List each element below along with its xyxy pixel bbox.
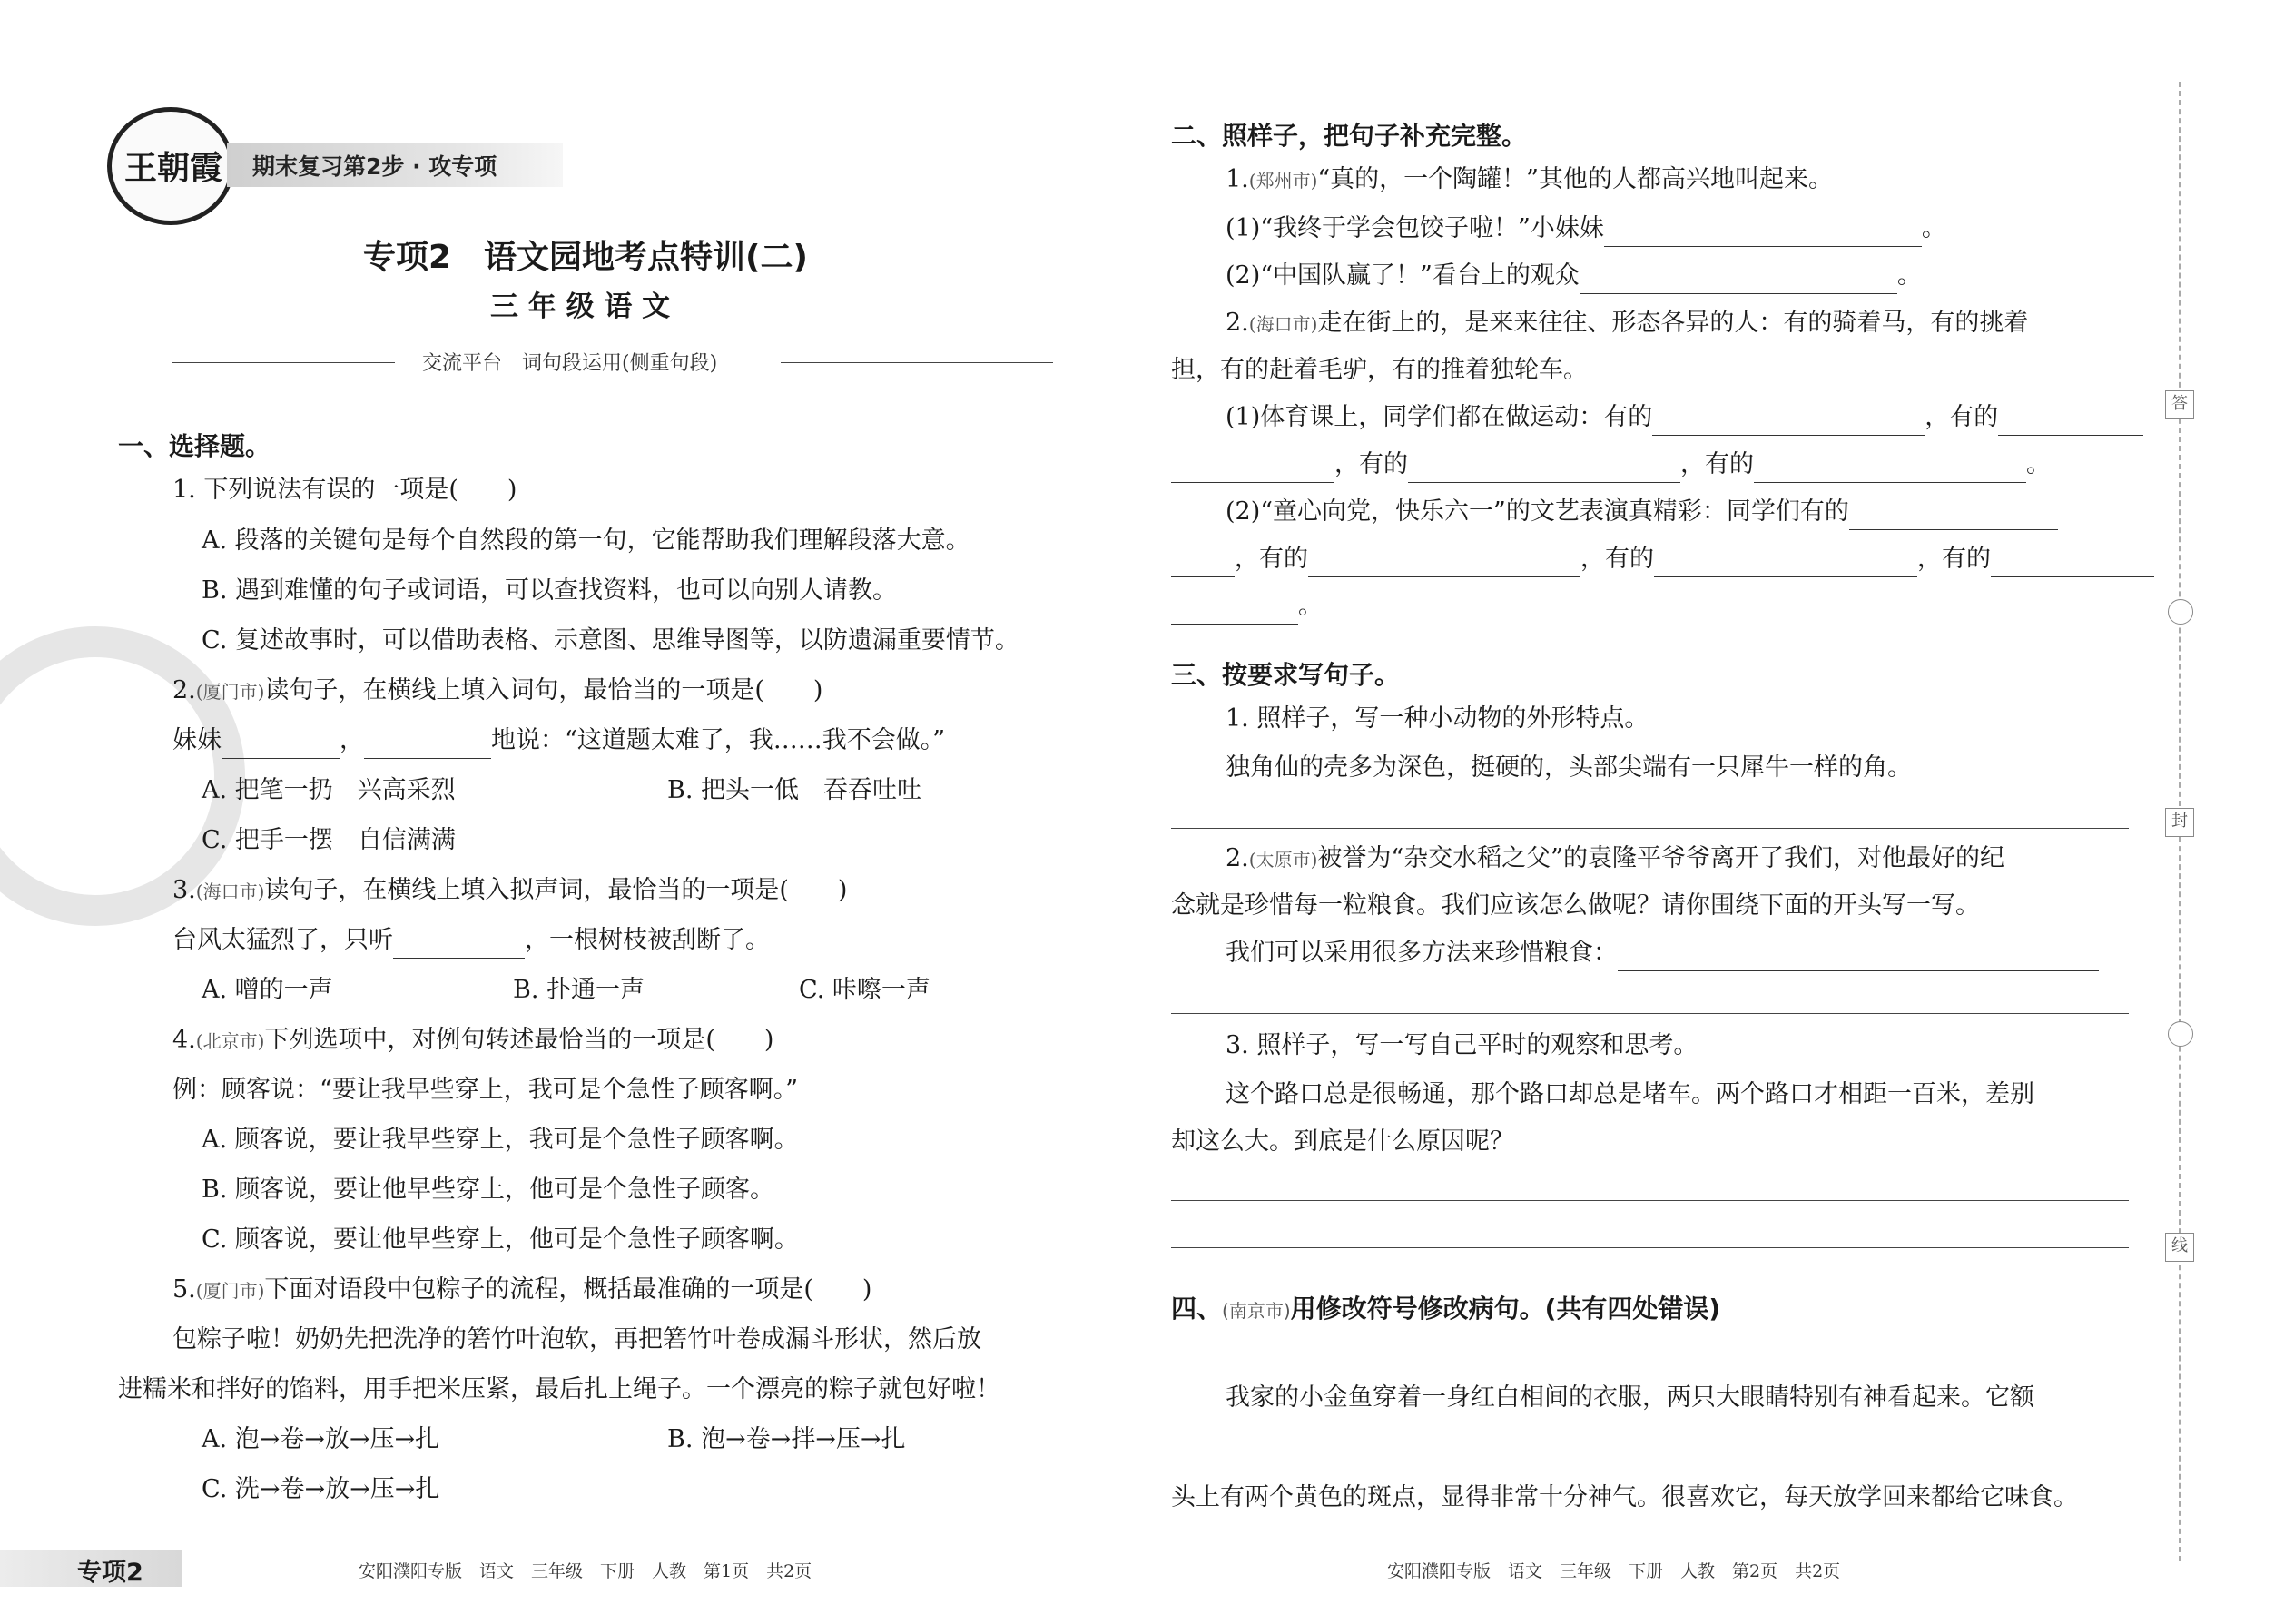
binding-hole-2 (2168, 1021, 2193, 1047)
r2-item-1-line1 (1226, 399, 2143, 436)
q1-option-a: A. 段落的关键句是每个自然段的第一句，它能帮助我们理解段落大意。 (202, 527, 970, 555)
q3-source: (海口市) (195, 881, 265, 902)
r4-passage-line2: 头上有两个黄色的斑点，显得非常十分神气。很喜欢它，每天放学回来都给它味食。 (1171, 1483, 2078, 1511)
q5-passage-line1: 包粽子啦！奶奶先把洗净的箬竹叶泡软，再把箬竹叶卷成漏斗形状，然后放 (172, 1325, 981, 1353)
r2-item-2-blank-2[interactable] (1171, 551, 1235, 577)
r3-2-text: 被誉为“杂交水稻之父”的袁隆平爷爷离开了我们，对他最好的纪 (1317, 844, 2004, 872)
r2-item-1-youde-2: ，有的 (1334, 450, 1408, 478)
r2-example-line2: 担，有的赶着毛驴，有的推着独轮车。 (1171, 356, 1588, 384)
r2-item-2-line1 (1226, 494, 2058, 530)
section-4-number: 四、 (1171, 1294, 1223, 1324)
q4-option-c: C. 顾客说，要让他早些穿上，他可是个急性子顾客啊。 (202, 1225, 799, 1254)
q5-option-b: B. 泡→卷→拌→压→扎 (667, 1425, 906, 1453)
r3-3-example-line1: 这个路口总是很畅通，那个路口却总是堵车。两个路口才相距一百米，差别 (1226, 1080, 2034, 1108)
r1-example (1226, 162, 1833, 199)
q5-passage-line2: 进糯米和拌好的馅料，用手把米压紧，最后扎上绳子。一个漂亮的粽子就包好啦！ (118, 1375, 1000, 1403)
r1-item-2-blank[interactable] (1580, 268, 1897, 294)
r3-2-answer-line[interactable] (1171, 1013, 2129, 1014)
q3-option-b: B. 扑通一声 (513, 976, 645, 1004)
q3-sentence (172, 922, 770, 959)
brand-logo (107, 107, 234, 225)
q4-option-b: B. 顾客说，要让他早些穿上，他可是个急性子顾客。 (202, 1176, 775, 1204)
r2-item-1-blank-1[interactable] (1652, 409, 1925, 436)
r4-passage-line1: 我家的小金鱼穿着一身红白相间的衣服，两只大眼睛特别有神看起来。它额 (1226, 1383, 2034, 1412)
q1-option-c: C. 复述故事时，可以借助表格、示意图、思维导图等，以防遗漏重要情节。 (202, 626, 1019, 655)
divider-left (172, 362, 395, 363)
r3-1-example: 独角仙的壳多为深色，挺硬的，头部尖端有一只犀牛一样的角。 (1226, 753, 1912, 782)
footer-left: 安阳濮阳专版 语文 三年级 下册 人教 第1页 共2页 (359, 1561, 812, 1581)
section-2-heading: 二、照样子，把句子补充完整。 (1171, 121, 1528, 151)
q2-source: (厦门市) (195, 681, 265, 703)
q5-stem (172, 1272, 871, 1309)
q2-stem (172, 673, 822, 710)
q5-option-c: C. 洗→卷→放→压→扎 (202, 1475, 440, 1503)
q2-option-b: B. 把头一低 吞吞吐吐 (667, 776, 922, 804)
q3-option-c: C. 咔嚓一声 (799, 976, 930, 1004)
r2-source: (海口市) (1248, 313, 1318, 335)
q5-text: 下面对语段中包粽子的流程，概括最准确的一项是( ) (264, 1275, 872, 1304)
r3-1-answer-line[interactable] (1171, 828, 2129, 829)
q3-text: 读句子，在横线上填入拟声词，最恰当的一项是( ) (264, 876, 848, 904)
r3-2-blank[interactable] (1618, 945, 2099, 971)
r3-3-answer-line-2[interactable] (1171, 1247, 2129, 1248)
r2-item-1-line2 (1171, 447, 2051, 483)
r2-text: 走在街上的，是来来往往、形态各异的人：有的骑着马，有的挑着 (1317, 309, 2029, 337)
r2-number: 2. (1226, 309, 1249, 337)
binding-hole-1 (2168, 599, 2193, 625)
r3-3-example-line2: 却这么大。到底是什么原因呢？ (1171, 1127, 1514, 1156)
r2-item-2-youde-3: ，有的 (1917, 545, 1991, 573)
r1-item-2-period: 。 (1896, 261, 1922, 290)
r2-item-1-text: (1)体育课上，同学们都在做运动：有的 (1226, 403, 1653, 431)
r1-text: “真的，一个陶罐！”其他的人都高兴地叫起来。 (1317, 165, 1833, 193)
q3-option-a: A. 噌的一声 (202, 976, 333, 1004)
r2-item-2-line3 (1171, 588, 1323, 625)
q2-sentence-part1: 妹妹 (172, 726, 222, 754)
q2-number: 2. (172, 676, 196, 704)
r2-item-2-blank-4[interactable] (1654, 551, 1917, 577)
r2-example-line1 (1226, 305, 2028, 342)
r2-item-1-period: 。 (2026, 450, 2051, 478)
q1-stem: 1. 下列说法有误的一项是( ) (172, 476, 517, 504)
r2-item-1-blank-4[interactable] (1408, 457, 1680, 483)
q4-text: 下列选项中，对例句转述最恰当的一项是( ) (264, 1026, 774, 1054)
r1-source: (郑州市) (1248, 170, 1318, 192)
r3-1-prompt: 1. 照样子，写一种小动物的外形特点。 (1226, 704, 1649, 733)
q5-source: (厦门市) (195, 1280, 265, 1302)
r2-item-2-blank-6[interactable] (1171, 598, 1298, 625)
section-4-text: 用修改符号修改病句。(共有四处错误) (1290, 1294, 1721, 1324)
q2-sentence-part2: ， (340, 726, 364, 754)
topic-text: 交流平台 词句段运用(侧重句段) (422, 352, 718, 375)
r2-item-2-line2 (1171, 541, 2154, 577)
r2-item-1-blank-3[interactable] (1171, 457, 1334, 483)
r3-3-answer-line-1[interactable] (1171, 1200, 2129, 1201)
page-title: 专项2 语文园地考点特训(二) (363, 239, 808, 276)
footer-tag: 专项2 (77, 1559, 143, 1587)
section-3-heading: 三、按要求写句子。 (1171, 660, 1401, 690)
q5-number: 5. (172, 1275, 196, 1304)
q2-blank-1[interactable] (222, 733, 340, 759)
r2-item-1-blank-5[interactable] (1754, 457, 2026, 483)
q4-number: 4. (172, 1026, 196, 1054)
footer-right: 安阳濮阳专版 语文 三年级 下册 人教 第2页 共2页 (1387, 1561, 1841, 1581)
r3-2-line2: 念就是珍惜每一粒粮食。我们应该怎么做呢？请你围绕下面的开头写一写。 (1171, 891, 1980, 920)
binding-tag-1: 答 (2165, 390, 2194, 419)
q4-stem (172, 1022, 773, 1059)
q5-option-a: A. 泡→卷→放→压→扎 (202, 1425, 440, 1453)
q3-sentence-part1: 台风太猛烈了，只听 (172, 926, 393, 954)
r3-2-number: 2. (1226, 844, 1249, 872)
r1-item-1-text: (1)“我终于学会包饺子啦！”小妹妹 (1226, 214, 1604, 242)
r2-item-2-text: (2)“童心向党，快乐六一”的文艺表演真精彩：同学们有的 (1226, 497, 1849, 526)
r2-item-2-blank-1[interactable] (1849, 504, 2058, 530)
q2-blank-2[interactable] (364, 733, 491, 759)
divider-right (781, 362, 1053, 363)
q4-source: (北京市) (195, 1030, 265, 1052)
q3-stem (172, 872, 847, 910)
binding-tag-3: 线 (2165, 1233, 2194, 1262)
banner-text: 期末复习第2步 · 攻专项 (252, 153, 497, 180)
r2-item-1-blank-2[interactable] (1998, 409, 2143, 436)
r2-item-2-period: 。 (1298, 592, 1323, 620)
q2-sentence (172, 723, 945, 759)
r1-item-1-blank[interactable] (1604, 221, 1922, 247)
r3-2-start (1226, 935, 2099, 971)
logo-text: 王朝霞 (124, 149, 223, 187)
r2-item-1-youde-1: ，有的 (1925, 403, 1999, 431)
section-4-source: (南京市) (1222, 1300, 1291, 1322)
q3-sentence-part2: ，一根树枝被刮断了。 (525, 926, 770, 954)
r1-item-2-text: (2)“中国队赢了！”看台上的观众 (1226, 261, 1580, 290)
q4-option-a: A. 顾客说，要让我早些穿上，我可是个急性子顾客啊。 (202, 1126, 799, 1154)
q1-option-b: B. 遇到难懂的句子或词语，可以查找资料，也可以向别人请教。 (202, 576, 898, 605)
q2-option-a: A. 把笔一扔 兴高采烈 (202, 776, 456, 804)
r2-item-2-youde-2: ，有的 (1580, 545, 1654, 573)
q2-option-c: C. 把手一摆 自信满满 (202, 826, 456, 854)
r1-item-2 (1226, 258, 1922, 294)
q3-blank[interactable] (393, 932, 525, 959)
r1-item-1-period: 。 (1921, 214, 1946, 242)
r2-item-1-youde-3: ，有的 (1680, 450, 1754, 478)
binding-tag-2: 封 (2165, 808, 2194, 837)
q2-sentence-part3: 地说：“这道题太难了，我……我不会做。” (491, 726, 946, 754)
q4-example: 例：顾客说：“要让我早些穿上，我可是个急性子顾客啊。” (172, 1076, 799, 1104)
q3-number: 3. (172, 876, 196, 904)
r3-3-prompt: 3. 照样子，写一写自己平时的观察和思考。 (1226, 1031, 1698, 1059)
section-4-heading (1171, 1289, 1720, 1325)
r3-2-line1 (1226, 841, 2004, 878)
r1-number: 1. (1226, 165, 1249, 193)
r2-item-2-youde-1: ，有的 (1235, 545, 1308, 573)
page-subtitle: 三 年 级 语 文 (490, 290, 671, 323)
q2-text: 读句子，在横线上填入词句，最恰当的一项是( ) (264, 676, 823, 704)
r3-2-start-text: 我们可以采用很多方法来珍惜粮食： (1226, 939, 1618, 967)
r2-item-2-blank-5[interactable] (1991, 551, 2154, 577)
r2-item-2-blank-3[interactable] (1308, 551, 1580, 577)
r1-item-1 (1226, 211, 1946, 247)
section-1-heading: 一、选择题。 (118, 431, 271, 461)
r3-2-source: (太原市) (1248, 849, 1318, 871)
